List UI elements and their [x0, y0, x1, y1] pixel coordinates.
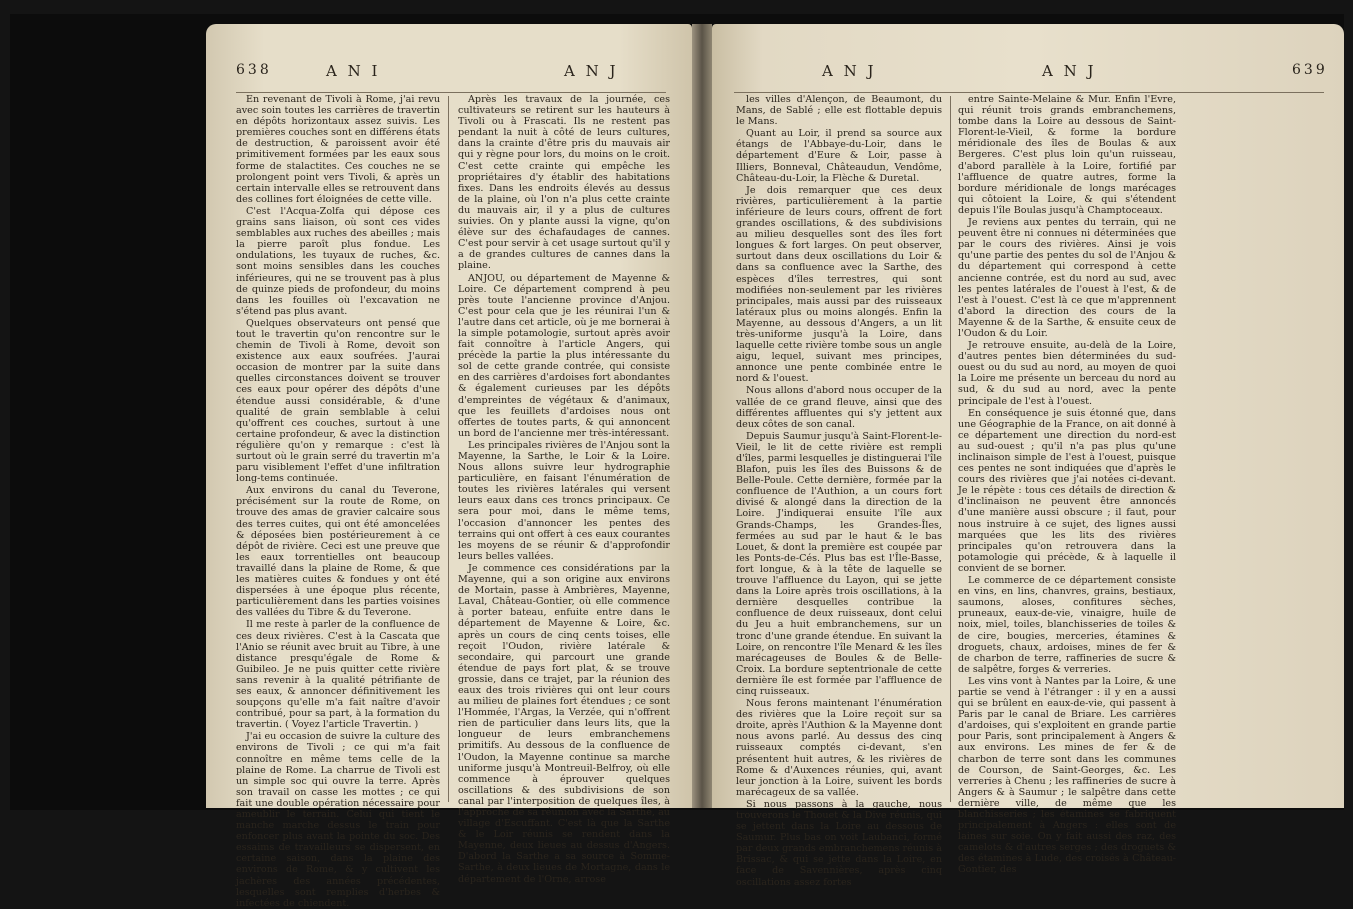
left-page — [206, 24, 692, 909]
paragraph: Je retrouve ensuite, au-delà de la Loire, d'autres pentes bien déterminées du sud-ouest ou du sud au nord, au moyen de quoi la Loire me présente un berceau du nord au sud, & du sud au nord, avec la pente principale de l'est à l'ouest. — [958, 340, 1176, 407]
paragraph: ANJOU, ou département de Mayenne & Loire. Ce département comprend à peu près toute l'ancienne province d'Anjou. C'est pour cela que je les réunirai l'un & l'autre dans cet article, où je me bornerai à la simple potamologie, surtout après avoir fait connoître à l'article Angers, qui précède la partie la plus intéressante du sol de cette grande contrée, qui consiste en des carrières d'ardoises fort abondantes & également curieuses par les dépôts d'empreintes de végétaux & d'animaux, que les feuillets d'ardoises nous ont offertes de toutes parts, & qui annoncent un bord de l'ancienne mer très-intéressant. — [458, 272, 670, 439]
paragraph: Il me reste à parler de la confluence de ces deux rivières. C'est à la Cascata que l'Anio se réunit avec bruit au Tibre, à une distance presqu'égale de Rome & Guibileo. Je ne puis quitter cette rivière sans revenir à la qualité pétrifiante de ses eaux, & annoncer définitivement les soupçons qu'elle m'a fait naître d'avoir contribué, pour sa part, à la formation du travertin. ( Voyez l'article Travertin. ) — [236, 619, 440, 731]
right-page — [712, 24, 1344, 888]
paragraph: Nous allons d'abord nous occuper de la vallée de ce grand fleuve, ainsi que des différentes affluentes qui s'y jettent aux deux côtes de son canal. — [736, 385, 942, 430]
paragraph: Les vins vont à Nantes par la Loire, & une partie se vend à l'étranger : il y en a aussi qui se brûlent en eaux-de-vie, qui passent à Paris par le canal de Briare. Les carrières d'ardoises, qui s'exploitent en grande partie pour Paris, sont principalement à Angers & aux environs. Les mines de fer & de charbon de terre sont dans les communes de Courson, de Saint-Georges, &c. Les verreries à Chenu ; les raffineries de sucre à Angers & à Saumur ; le salpêtre dans cette dernière ville, de même que les blanchisseries ; les étamines se fabriquent principalement à Angers : elles sont de laines sur soie. On y fait aussi des raz, des camelots & d'autres serges ; des droguets & des étamines à Lude, des croisés à Château-Gontier, des — [958, 675, 1176, 876]
paragraph: Après les travaux de la journée, ces cultivateurs se retirent sur les hauteurs à Tivoli ou à Frascati. Ils ne restent pas pendant la nuit à côté de leurs cultures, dans la crainte d'être pris du mauvais air qui y règne pour lors, du moins on le croit. C'est cette crainte qui empêche les propriétaires d'y établir des habitations fixes. Dans les endroits élevés au dessus de la plaine, où l'on n'a plus cette crainte du mauvais air, il y a plus de cultures suivies. On y plante aussi la vigne, qu'on élève sur des échafaudages de cannes. C'est pour servir à cet usage surtout qu'il y a de grandes cultures de cannes dans la plaine. — [458, 94, 670, 272]
header-rule — [236, 92, 666, 93]
paragraph: C'est l'Acqua-Zolfa qui dépose ces grains sans liaison, où sont ces vides semblables aux ruches des abeilles ; mais la pierre paroît plus fondue. Les ondulations, les tuyaux de ruches, &c. sont moins sensibles dans les couches inférieures, qui ne se trouvent pas à plus de quinze pieds de profondeur, du moins dans les fouilles où l'excavation ne s'étend pas plus avant. — [236, 205, 440, 317]
paragraph: Je reviens aux pentes du terrain, qui ne peuvent être ni connues ni déterminées que par le cours des rivières. Ainsi je vois qu'une partie des pentes du sol de l'Anjou & du département qui correspond à cette ancienne contrée, est du nord au sud, avec les pentes latérales de l'ouest à l'est, & de l'est à l'ouest. C'est là ce que m'apprennent d'abord la direction des cours de la Mayenne & de la Sarthe, & ensuite ceux de l'Oudon & du Loir. — [958, 217, 1176, 339]
header-rule — [734, 92, 1324, 93]
paragraph: En revenant de Tivoli à Rome, j'ai revu avec soin toutes les carrières de travertin en dépôts horizontaux assez suivis. Les premières couches sont en différens états de destruction, & paroissent avoir été primitivement formées par les eaux sous forme de stalactites. Ces couches ne se prolongent point vers Tivoli, & après un certain intervalle elles se retrouvent dans des collines fort éloignées de cette ville. — [236, 94, 440, 205]
paragraph: les villes d'Alençon, de Beaumont, du Mans, de Sablé ; elle est flottable depuis le Mans. — [736, 94, 942, 128]
paragraph: Le commerce de ce département consiste en vins, en lins, chanvres, grains, bestiaux, saumons, aloses, confitures sèches, pruneaux, eaux-de-vie, vinaigre, huile de noix, miel, toiles, blanchisseries de toiles & de cire, bougies, merceries, étamines & droguets, chaux, ardoises, mines de fer & de charbon de terre, raffineries de sucre & de salpêtre, forges & verreries. — [958, 575, 1176, 675]
column-rule — [950, 96, 951, 802]
left-page-header — [206, 62, 692, 92]
running-head: A N I — [326, 62, 381, 80]
left-page-column-1 — [236, 94, 440, 909]
paragraph: J'ai eu occasion de suivre la culture des environs de Tivoli ; ce qui m'a fait connoître en même tems celle de la plaine de Rome. La charrue de Tivoli est un simple soc qui ouvre la terre. Après son travail on casse les mottes ; ce qui fait une double opération nécessaire pour ameublir le terrain. Celui qui tient le manche marche dessus le train pour enfoncer plus avant la pointe du soc. Des essaims de travailleurs se dispersent, en certaine saison, dans la plaine des environs de Rome, & y cultivent les jachères des années précédentes, lesquelles sont remplies d'herbes & infectées de chiendent. — [236, 731, 440, 909]
paragraph: Nous ferons maintenant l'énumération des rivières que la Loire reçoit sur sa droite, après l'Authion & la Mayenne dont nous avons parlé. Au dessus des cinq ruisseaux comptés ci-devant, s'en présentent huit autres, & les rivières de Rome & d'Auxences réunies, qui, avant leur jonction à la Loire, suivent les bords marécageux de sa vallée. — [736, 698, 942, 798]
book-spread — [10, 14, 1344, 909]
paragraph: Les principales rivières de l'Anjou sont la Mayenne, la Sarthe, le Loir & la Loire. Nous allons suivre leur hydrographie particulière, en faisant l'énumération de toutes les rivières latérales qui versent leurs eaux dans ces troncs principaux. Ce sera pour moi, dans le même tems, l'occasion d'annoncer les pentes des terrains qui ont offert à ces eaux courantes les moyens de se réunir & d'approfondir leurs belles vallées. — [458, 439, 670, 562]
right-page-column-1 — [736, 94, 942, 888]
running-head: A N J — [564, 62, 619, 80]
right-page-column-2 — [958, 94, 1176, 876]
paragraph: Depuis Saumur jusqu'à Saint-Florent-le-Vieil, le lit de cette rivière est rempli d'îles, parmi lesquelles je distinguerai l'île Blafon, puis les îles des Buissons & de Belle-Poule. Cette dernière, formée par la confluence de l'Authion, a un cours fort divisé & alongé dans la direction de la Loire. J'indiquerai ensuite l'île aux Grands-Champs, les Grandes-Îles, fermées au sud par le haut & le bas Louet, & dont la première est coupée par les Ponts-de-Cés. Plus bas est l'Île-Basse, fort longue, & à la tête de laquelle se trouve l'affluence du Layon, qui se jette dans la Loire après trois oscillations, à la dernière desquelles contribue la confluence de deux ruisseaux, dont celui du Jeu a huit embranchemens, sur un tronc d'une grande étendue. En suivant la Loire, on rencontre l'île Menard & les îles marécageuses de Boules & de Belle-Croix. La bordure septentrionale de cette dernière île est formée par l'affluence de cinq ruisseaux. — [736, 430, 942, 697]
paragraph: Aux environs du canal du Teverone, précisément sur la route de Rome, on trouve des amas de gravier calcaire sous des terres cuites, qui ont été amoncelées & déposées bien postérieurement à ce dépôt de rivière. Ceci est une preuve que les eaux torrentielles ont beaucoup travaillé dans la plaine de Rome, & que les matières cuites & fondues y ont été dispersées à une époque plus récente, particulièrement dans les parties voisines des vallées du Tibre & du Teverone. — [236, 485, 440, 619]
left-page-column-2 — [458, 94, 670, 885]
page-number: 639 — [1292, 62, 1328, 78]
running-head: A N J — [1042, 62, 1097, 80]
paragraph: entre Sainte-Melaine & Mur. Enfin l'Evre, qui réunit trois grands embranchemens, tombe dans la Loire au dessous de Saint-Florent-le-Vieil, & forme la bordure méridionale des îles de Boulas & aux Bergeres. C'est plus loin qu'un ruisseau, d'abord parallèle à la Loire, fortifié par l'affluence de quatre autres, forme la bordure méridionale de longs marécages qui côtoient la Loire, & qui s'étendent depuis l'île Boulas jusqu'à Champtoceaux. — [958, 94, 1176, 216]
paragraph: Je commence ces considérations par la Mayenne, qui a son origine aux environs de Mortain, passe à Ambrières, Mayenne, Laval, Château-Gontier, où elle commence à porter bateau, enfuite entre dans le département de Mayenne & Loire, &c. après un cours de cinq cents toises, elle reçoit l'Oudon, rivière latérale & secondaire, qui parcourt une grande étendue de pays fort plat, & se trouve grossie, dans ce trajet, par la réunion des eaux des trois rivières qui ont leur cours au milieu de plaines fort étendues ; ce sont l'Hommée, l'Argas, la Verzée, qui n'offrent rien de particulier dans leurs lits, que la longueur de leurs embranchemens primitifs. Au dessous de la confluence de l'Oudon, la Mayenne continue sa marche uniforme jusqu'à Montreuil-Belfroy, où elle commence à éprouver quelques oscillations & des subdivisions de son canal par l'interposition de quelques îles, à l'approche de sa réunion avec la Sarthe, au village d'Escuffant. C'est là que la Sarthe & le Loir réunis se rendent dans la Mayenne, deux lieues au dessus d'Angers. D'abord la Sarthe a sa source à Somme-Sarthe, à deux lieues de Mortagne, dans le département de l'Orne, arrose — [458, 562, 670, 885]
paragraph: Quant au Loir, il prend sa source aux étangs de l'Abbaye-du-Loir, dans le département d'Eure & Loir, passe à Illiers, Bonneval, Châteaudun, Vendôme, Château-du-Loir, la Flèche & Duretal. — [736, 128, 942, 184]
column-rule — [448, 96, 449, 802]
paragraph: Si nous passons à la gauche, nous trouverons le Thouet & la Dive réunis, qui se jettent dans la Loire au dessous de Saumur. Plus bas on voit Laubanci, formé par deux grands embranchemens réunis à Brissac, & qui se jette dans la Loire, en face de Savennières, après cinq oscillations assez fortes — [736, 798, 942, 888]
paragraph: Quelques observateurs ont pensé que tout le travertin qu'on rencontre sur le chemin de Tivoli à Rome, devoit son existence aux eaux soufrées. J'aurai occasion de montrer par la suite dans quelles circonstances doivent se trouver ces eaux pour opérer des dépôts d'une étendue aussi considérable, & d'une qualité de grain semblable à celui qu'offrent ces couches, surtout à une certaine profondeur, & avec la distinction régulière qu'on y remarque : c'est là surtout où le grain serré du travertin m'a paru visiblement l'effet d'une infiltration long-tems continuée. — [236, 317, 440, 485]
book-gutter — [692, 24, 712, 808]
paragraph: En conséquence je suis étonné que, dans une Géographie de la France, on ait donné à ce département une direction du nord-est au sud-ouest ; qu'il n'a pas plus qu'une inclinaison simple de l'est à l'ouest, puisque ces pentes ne sont indiquées que d'après le cours des rivières que j'ai notées ci-devant. Je le répète : tous ces détails de direction & d'inclinaison ne peuvent être annoncés d'une manière aussi obscure ; il faut, pour nous instruire à ce sujet, des lignes aussi marquées que les lits des rivières principales qu'on retrouvera dans la potamologie qui précède, & à laquelle il convient de se borner. — [958, 407, 1176, 574]
page-number: 638 — [236, 62, 272, 78]
right-page-header — [712, 62, 1344, 92]
running-head: A N J — [822, 62, 877, 80]
paragraph: Je dois remarquer que ces deux rivières, particulièrement à la partie inférieure de leurs cours, offrent de fort grandes oscillations, & des subdivisions au milieu desquelles sont des îles fort longues & fort larges. On peut observer, surtout dans deux oscillations du Loir & dans sa confluence avec la Sarthe, des espèces d'îles terrestres, qui sont modifiées non-seulement par les rivières principales, mais aussi par des ruisseaux latéraux plus ou moins alongés. Enfin la Mayenne, au dessous d'Angers, a un lit très-uniforme jusqu'à la Loire, dans laquelle cette rivière tombe sous un angle aigu, lequel, suivant mes principes, annonce une pente combinée entre le nord & l'ouest. — [736, 184, 942, 385]
